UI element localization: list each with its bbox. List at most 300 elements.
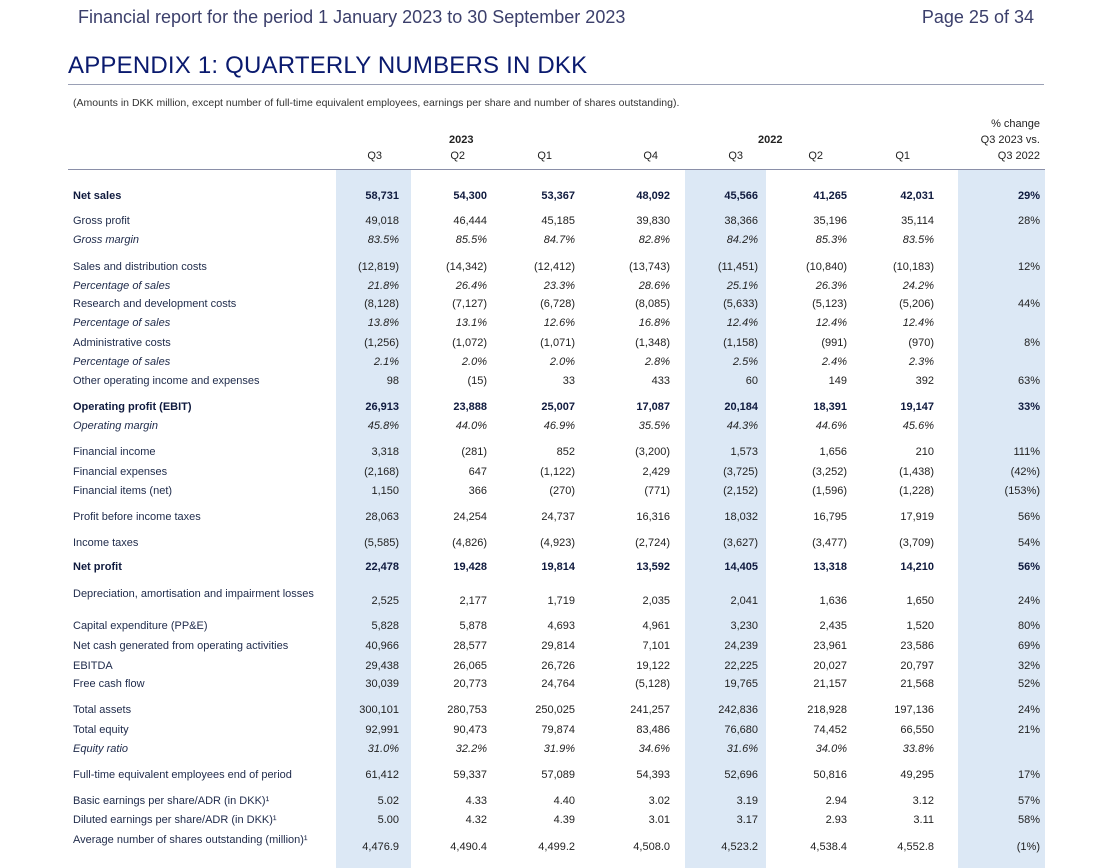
cell-value: 2,429 bbox=[642, 466, 670, 478]
cell-value: 21,157 bbox=[813, 678, 847, 690]
cell-value: 19,147 bbox=[900, 401, 934, 413]
row-label: Total assets bbox=[73, 704, 132, 716]
cell-value: 42,031 bbox=[900, 190, 934, 202]
cell-value: 433 bbox=[651, 375, 670, 387]
row-label: Financial items (net) bbox=[73, 485, 173, 497]
row-label: Financial expenses bbox=[73, 466, 168, 478]
cell-value: 32.2% bbox=[455, 743, 487, 755]
cell-value: 4,499.2 bbox=[538, 841, 575, 853]
cell-value: (1,228) bbox=[899, 485, 934, 497]
table-row bbox=[0, 588, 1096, 613]
cell-value: 1,719 bbox=[547, 595, 575, 607]
cell-value: 149 bbox=[828, 375, 847, 387]
cell-value: (1,596) bbox=[812, 485, 847, 497]
cell-value: (4,923) bbox=[540, 537, 575, 549]
row-label: EBITDA bbox=[73, 660, 113, 672]
amounts-note: (Amounts in DKK million, except number of full-time equivalent employees, earnings per share and number of shares outstanding). bbox=[73, 97, 680, 109]
table-row bbox=[0, 795, 1096, 813]
cell-value: 61,412 bbox=[365, 769, 399, 781]
table-row bbox=[0, 234, 1096, 252]
cell-value: 14,210 bbox=[900, 561, 934, 573]
cell-value: 2.1% bbox=[373, 356, 399, 368]
cell-change: 44% bbox=[1017, 298, 1040, 310]
cell-value: 4.39 bbox=[553, 814, 575, 826]
column-header-q3-2022: Q3 bbox=[728, 150, 743, 162]
cell-value: 46.9% bbox=[543, 420, 575, 432]
cell-value: 19,122 bbox=[636, 660, 670, 672]
cell-value: (2,168) bbox=[364, 466, 399, 478]
cell-value: 852 bbox=[556, 446, 575, 458]
cell-value: 28.6% bbox=[638, 280, 670, 292]
cell-value: 4,476.9 bbox=[362, 841, 399, 853]
cell-value: 3.11 bbox=[913, 814, 934, 826]
cell-value: (1,072) bbox=[452, 337, 487, 349]
cell-value: 76,680 bbox=[724, 724, 758, 736]
table-row bbox=[0, 660, 1096, 678]
cell-value: 25.1% bbox=[726, 280, 758, 292]
cell-change: 24% bbox=[1017, 704, 1040, 716]
table-row bbox=[0, 678, 1096, 696]
cell-value: (11,451) bbox=[717, 261, 758, 273]
cell-value: 3,230 bbox=[730, 620, 758, 632]
row-label: Total equity bbox=[73, 724, 129, 736]
cell-value: 1,656 bbox=[819, 446, 847, 458]
cell-value: 2,525 bbox=[371, 595, 399, 607]
cell-value: 26,726 bbox=[541, 660, 575, 672]
table-row bbox=[0, 769, 1096, 787]
cell-value: 35,196 bbox=[813, 215, 847, 227]
cell-change: 29% bbox=[1017, 190, 1040, 202]
cell-value: 1,650 bbox=[906, 595, 934, 607]
cell-value: 1,573 bbox=[730, 446, 758, 458]
cell-value: 41,265 bbox=[813, 190, 847, 202]
cell-value: 2,035 bbox=[642, 595, 670, 607]
row-label: Free cash flow bbox=[73, 678, 145, 690]
cell-value: 3.01 bbox=[648, 814, 670, 826]
change-header bbox=[981, 116, 1040, 164]
row-label: Diluted earnings per share/ADR (in DKK)¹ bbox=[73, 814, 277, 826]
cell-value: 40,966 bbox=[365, 640, 399, 652]
cell-value: 2.93 bbox=[825, 814, 847, 826]
cell-value: 66,550 bbox=[900, 724, 934, 736]
cell-value: 2.94 bbox=[825, 795, 847, 807]
cell-value: 38,366 bbox=[724, 215, 758, 227]
row-label: Average number of shares outstanding (million)¹ bbox=[73, 834, 308, 846]
table-row bbox=[0, 337, 1096, 355]
cell-value: 29,438 bbox=[365, 660, 399, 672]
cell-value: 18,391 bbox=[813, 401, 847, 413]
cell-value: 4,961 bbox=[642, 620, 670, 632]
row-label: Basic earnings per share/ADR (in DKK)¹ bbox=[73, 795, 270, 807]
row-label: Research and development costs bbox=[73, 298, 237, 310]
table-row bbox=[0, 215, 1096, 233]
title-rule bbox=[68, 84, 1044, 85]
cell-value: 45.8% bbox=[367, 420, 399, 432]
cell-value: (270) bbox=[549, 485, 575, 497]
cell-value: (991) bbox=[821, 337, 847, 349]
cell-value: (1,158) bbox=[723, 337, 758, 349]
cell-value: 4.40 bbox=[553, 795, 575, 807]
cell-value: 4,490.4 bbox=[450, 841, 487, 853]
cell-value: 58,731 bbox=[365, 190, 399, 202]
cell-value: 210 bbox=[915, 446, 934, 458]
cell-value: 84.2% bbox=[726, 234, 758, 246]
cell-change: 54% bbox=[1017, 537, 1040, 549]
cell-change: 28% bbox=[1017, 215, 1040, 227]
column-header-q4-2022: Q4 bbox=[643, 150, 658, 162]
cell-value: 24.2% bbox=[902, 280, 934, 292]
cell-value: 5.00 bbox=[377, 814, 399, 826]
cell-value: (3,200) bbox=[635, 446, 670, 458]
cell-value: 45,185 bbox=[541, 215, 575, 227]
cell-value: 33 bbox=[562, 375, 575, 387]
cell-value: 90,473 bbox=[453, 724, 487, 736]
cell-change: 63% bbox=[1017, 375, 1040, 387]
cell-value: 16,316 bbox=[636, 511, 670, 523]
table-row bbox=[0, 375, 1096, 393]
cell-value: 3,318 bbox=[371, 446, 399, 458]
cell-change: 80% bbox=[1017, 620, 1040, 632]
cell-value: 85.3% bbox=[815, 234, 847, 246]
cell-value: (5,123) bbox=[812, 298, 847, 310]
cell-change: 12% bbox=[1017, 261, 1040, 273]
cell-value: 20,027 bbox=[813, 660, 847, 672]
cell-value: 23.3% bbox=[543, 280, 575, 292]
row-label: Net profit bbox=[73, 561, 122, 573]
cell-value: 12.4% bbox=[815, 317, 847, 329]
column-header-q1-2023: Q1 bbox=[537, 150, 552, 162]
cell-value: 25,007 bbox=[541, 401, 575, 413]
cell-value: (3,725) bbox=[723, 466, 758, 478]
row-label: Equity ratio bbox=[73, 743, 129, 755]
cell-value: (12,412) bbox=[534, 261, 575, 273]
cell-value: 4,508.0 bbox=[633, 841, 670, 853]
table-row bbox=[0, 704, 1096, 722]
cell-value: 22,225 bbox=[724, 660, 758, 672]
cell-value: 98 bbox=[386, 375, 399, 387]
table-row bbox=[0, 724, 1096, 742]
table-row bbox=[0, 317, 1096, 335]
cell-value: 85.5% bbox=[455, 234, 487, 246]
row-label: Net cash generated from operating activities bbox=[73, 640, 289, 652]
cell-value: (5,206) bbox=[899, 298, 934, 310]
cell-value: 5,878 bbox=[459, 620, 487, 632]
cell-value: 4,538.4 bbox=[810, 841, 847, 853]
cell-value: 19,428 bbox=[453, 561, 487, 573]
cell-value: 13,318 bbox=[813, 561, 847, 573]
cell-value: 46,444 bbox=[453, 215, 487, 227]
cell-value: 24,737 bbox=[541, 511, 575, 523]
cell-value: 13.1% bbox=[455, 317, 487, 329]
cell-value: 74,452 bbox=[813, 724, 847, 736]
cell-value: (2,724) bbox=[635, 537, 670, 549]
cell-change: 58% bbox=[1017, 814, 1040, 826]
page-number: Page 25 of 34 bbox=[921, 7, 1034, 27]
row-label: Sales and distribution costs bbox=[73, 261, 207, 273]
cell-value: 35.5% bbox=[638, 420, 670, 432]
cell-value: 30,039 bbox=[365, 678, 399, 690]
cell-change: 56% bbox=[1017, 561, 1040, 573]
cell-change: 17% bbox=[1017, 769, 1040, 781]
cell-value: 20,184 bbox=[724, 401, 758, 413]
cell-value: 2.0% bbox=[461, 356, 487, 368]
cell-value: 24,239 bbox=[724, 640, 758, 652]
cell-value: (10,183) bbox=[893, 261, 934, 273]
table-row bbox=[0, 401, 1096, 419]
cell-value: 23,961 bbox=[813, 640, 847, 652]
cell-value: (13,743) bbox=[629, 261, 670, 273]
cell-value: 366 bbox=[468, 485, 487, 497]
cell-value: 49,018 bbox=[365, 215, 399, 227]
table-row bbox=[0, 280, 1096, 298]
cell-value: (14,342) bbox=[446, 261, 487, 273]
year-2023: 2023 bbox=[449, 134, 474, 146]
cell-value: (6,728) bbox=[540, 298, 575, 310]
cell-value: (2,152) bbox=[723, 485, 758, 497]
cell-value: 21.8% bbox=[367, 280, 399, 292]
cell-value: 2,177 bbox=[459, 595, 487, 607]
cell-value: 2.5% bbox=[732, 356, 758, 368]
row-label: Other operating income and expenses bbox=[73, 375, 260, 387]
cell-value: 34.6% bbox=[638, 743, 670, 755]
cell-value: 392 bbox=[915, 375, 934, 387]
cell-value: (281) bbox=[461, 446, 487, 458]
cell-value: 39,830 bbox=[636, 215, 670, 227]
cell-change: 69% bbox=[1017, 640, 1040, 652]
row-label: Percentage of sales bbox=[73, 356, 171, 368]
cell-change: 32% bbox=[1017, 660, 1040, 672]
cell-value: 3.02 bbox=[648, 795, 670, 807]
cell-value: (4,826) bbox=[452, 537, 487, 549]
column-header-q2-2023: Q2 bbox=[450, 150, 465, 162]
cell-value: 16.8% bbox=[638, 317, 670, 329]
cell-value: 83.5% bbox=[367, 234, 399, 246]
cell-change: 52% bbox=[1017, 678, 1040, 690]
cell-value: 2.8% bbox=[644, 356, 670, 368]
cell-value: (12,819) bbox=[358, 261, 399, 273]
cell-value: 23,888 bbox=[453, 401, 487, 413]
cell-value: 12.4% bbox=[902, 317, 934, 329]
cell-change: 33% bbox=[1017, 401, 1040, 413]
cell-value: (1,438) bbox=[899, 466, 934, 478]
cell-change: (42%) bbox=[1010, 466, 1040, 478]
cell-value: 26.4% bbox=[455, 280, 487, 292]
cell-value: 13,592 bbox=[636, 561, 670, 573]
page-title: APPENDIX 1: QUARTERLY NUMBERS IN DKK bbox=[68, 52, 588, 79]
cell-value: 49,295 bbox=[900, 769, 934, 781]
table-row bbox=[0, 298, 1096, 316]
cell-value: 44.6% bbox=[815, 420, 847, 432]
table-row bbox=[0, 743, 1096, 761]
cell-value: 20,797 bbox=[900, 660, 934, 672]
cell-value: (8,128) bbox=[364, 298, 399, 310]
cell-value: (5,633) bbox=[723, 298, 758, 310]
table-row bbox=[0, 261, 1096, 279]
header-left: Financial report for the period 1 January 2023 to 30 September 2023 bbox=[78, 7, 626, 27]
cell-value: 53,367 bbox=[541, 190, 575, 202]
cell-value: 18,032 bbox=[724, 511, 758, 523]
cell-value: 48,092 bbox=[636, 190, 670, 202]
column-header-q3-2023: Q3 bbox=[367, 150, 382, 162]
cell-value: 52,696 bbox=[724, 769, 758, 781]
change-header-line-1: % change bbox=[991, 118, 1040, 130]
table-row bbox=[0, 190, 1096, 208]
cell-value: 26,065 bbox=[453, 660, 487, 672]
cell-change: 56% bbox=[1017, 511, 1040, 523]
cell-value: 12.6% bbox=[543, 317, 575, 329]
row-label: Operating profit (EBIT) bbox=[73, 401, 192, 413]
cell-value: (1,122) bbox=[540, 466, 575, 478]
table-row bbox=[0, 420, 1096, 438]
cell-value: (5,128) bbox=[635, 678, 670, 690]
cell-value: 23,586 bbox=[900, 640, 934, 652]
row-label: Full-time equivalent employees end of period bbox=[73, 769, 292, 781]
cell-value: 19,765 bbox=[724, 678, 758, 690]
cell-value: 3.12 bbox=[912, 795, 934, 807]
cell-value: 33.8% bbox=[902, 743, 934, 755]
row-label: Gross profit bbox=[73, 215, 130, 227]
table-row bbox=[0, 511, 1096, 529]
cell-value: 1,150 bbox=[371, 485, 399, 497]
cell-value: (3,252) bbox=[812, 466, 847, 478]
cell-value: (10,840) bbox=[806, 261, 847, 273]
cell-change: 21% bbox=[1017, 724, 1040, 736]
table-row bbox=[0, 834, 1096, 859]
cell-value: 1,520 bbox=[906, 620, 934, 632]
cell-value: 83,486 bbox=[636, 724, 670, 736]
cell-value: 17,919 bbox=[900, 511, 934, 523]
cell-value: (1,348) bbox=[635, 337, 670, 349]
cell-value: 59,337 bbox=[453, 769, 487, 781]
row-label: Depreciation, amortisation and impairment losses bbox=[73, 588, 314, 600]
cell-value: (7,127) bbox=[452, 298, 487, 310]
cell-value: 44.3% bbox=[726, 420, 758, 432]
cell-value: 3.17 bbox=[736, 814, 758, 826]
column-header-q1-2022: Q1 bbox=[895, 150, 910, 162]
cell-change: (1%) bbox=[1016, 841, 1040, 853]
cell-value: (1,071) bbox=[540, 337, 575, 349]
cell-value: 13.8% bbox=[367, 317, 399, 329]
header-separator bbox=[68, 169, 1045, 170]
cell-value: (3,709) bbox=[899, 537, 934, 549]
cell-value: 24,764 bbox=[541, 678, 575, 690]
cell-value: 2.4% bbox=[821, 356, 847, 368]
cell-value: 84.7% bbox=[543, 234, 575, 246]
cell-value: 35,114 bbox=[901, 215, 934, 227]
cell-value: 4,552.8 bbox=[897, 841, 934, 853]
cell-value: 82.8% bbox=[638, 234, 670, 246]
cell-value: 17,087 bbox=[636, 401, 670, 413]
cell-value: 28,063 bbox=[365, 511, 399, 523]
row-label: Capital expenditure (PP&E) bbox=[73, 620, 208, 632]
cell-value: 300,101 bbox=[359, 704, 399, 716]
table-row bbox=[0, 561, 1096, 579]
cell-value: 83.5% bbox=[902, 234, 934, 246]
table-row bbox=[0, 356, 1096, 374]
row-label: Gross margin bbox=[73, 234, 140, 246]
cell-value: (8,085) bbox=[635, 298, 670, 310]
cell-value: 29,814 bbox=[541, 640, 575, 652]
table-row bbox=[0, 620, 1096, 638]
cell-value: 20,773 bbox=[453, 678, 487, 690]
cell-value: 54,300 bbox=[453, 190, 487, 202]
cell-value: 50,816 bbox=[813, 769, 847, 781]
cell-value: 4,693 bbox=[547, 620, 575, 632]
cell-value: (3,627) bbox=[723, 537, 758, 549]
table-row bbox=[0, 537, 1096, 555]
row-label: Profit before income taxes bbox=[73, 511, 201, 523]
cell-value: 1,636 bbox=[819, 595, 847, 607]
cell-value: 7,101 bbox=[642, 640, 670, 652]
cell-value: 4.32 bbox=[465, 814, 487, 826]
cell-value: 31.0% bbox=[367, 743, 399, 755]
cell-change: 57% bbox=[1017, 795, 1040, 807]
cell-value: 2.0% bbox=[549, 356, 575, 368]
cell-value: 12.4% bbox=[726, 317, 758, 329]
change-header-line-3: Q3 2022 bbox=[997, 150, 1040, 162]
cell-change: (153%) bbox=[1004, 485, 1040, 497]
cell-value: 241,257 bbox=[630, 704, 670, 716]
row-label: Net sales bbox=[73, 190, 122, 202]
table-row bbox=[0, 640, 1096, 658]
cell-value: 24,254 bbox=[453, 511, 487, 523]
cell-value: 26.3% bbox=[815, 280, 847, 292]
cell-value: 45,566 bbox=[724, 190, 758, 202]
cell-value: (3,477) bbox=[812, 537, 847, 549]
cell-change: 111% bbox=[1013, 446, 1040, 458]
cell-value: 4.33 bbox=[465, 795, 487, 807]
cell-value: 197,136 bbox=[894, 704, 934, 716]
cell-value: 92,991 bbox=[365, 724, 399, 736]
cell-value: 5.02 bbox=[377, 795, 399, 807]
cell-value: 4,523.2 bbox=[721, 841, 758, 853]
cell-value: (15) bbox=[467, 375, 487, 387]
cell-value: 218,928 bbox=[807, 704, 847, 716]
cell-value: 22,478 bbox=[365, 561, 399, 573]
cell-value: (771) bbox=[644, 485, 670, 497]
row-label: Administrative costs bbox=[73, 337, 171, 349]
cell-value: 5,828 bbox=[371, 620, 399, 632]
year-2022: 2022 bbox=[758, 134, 783, 146]
cell-value: (1,256) bbox=[364, 337, 399, 349]
cell-value: 280,753 bbox=[447, 704, 487, 716]
cell-value: 14,405 bbox=[724, 561, 758, 573]
cell-value: 45.6% bbox=[902, 420, 934, 432]
cell-value: 21,568 bbox=[900, 678, 934, 690]
row-label: Percentage of sales bbox=[73, 280, 171, 292]
cell-change: 24% bbox=[1017, 595, 1040, 607]
cell-value: 79,874 bbox=[541, 724, 575, 736]
column-header-q2-2022: Q2 bbox=[808, 150, 823, 162]
cell-value: (970) bbox=[908, 337, 934, 349]
change-header-line-2: Q3 2023 vs. bbox=[980, 134, 1040, 146]
cell-value: 3.19 bbox=[736, 795, 758, 807]
row-label: Percentage of sales bbox=[73, 317, 171, 329]
table-row bbox=[0, 446, 1096, 464]
cell-value: 16,795 bbox=[813, 511, 847, 523]
table-row bbox=[0, 814, 1096, 832]
cell-value: (5,585) bbox=[364, 537, 399, 549]
cell-value: 242,836 bbox=[718, 704, 758, 716]
cell-value: 2,041 bbox=[730, 595, 758, 607]
cell-value: 250,025 bbox=[535, 704, 575, 716]
cell-value: 54,393 bbox=[636, 769, 670, 781]
cell-value: 31.6% bbox=[726, 743, 758, 755]
cell-value: 57,089 bbox=[541, 769, 575, 781]
cell-value: 28,577 bbox=[453, 640, 487, 652]
cell-change: 8% bbox=[1024, 337, 1040, 349]
cell-value: 19,814 bbox=[541, 561, 575, 573]
